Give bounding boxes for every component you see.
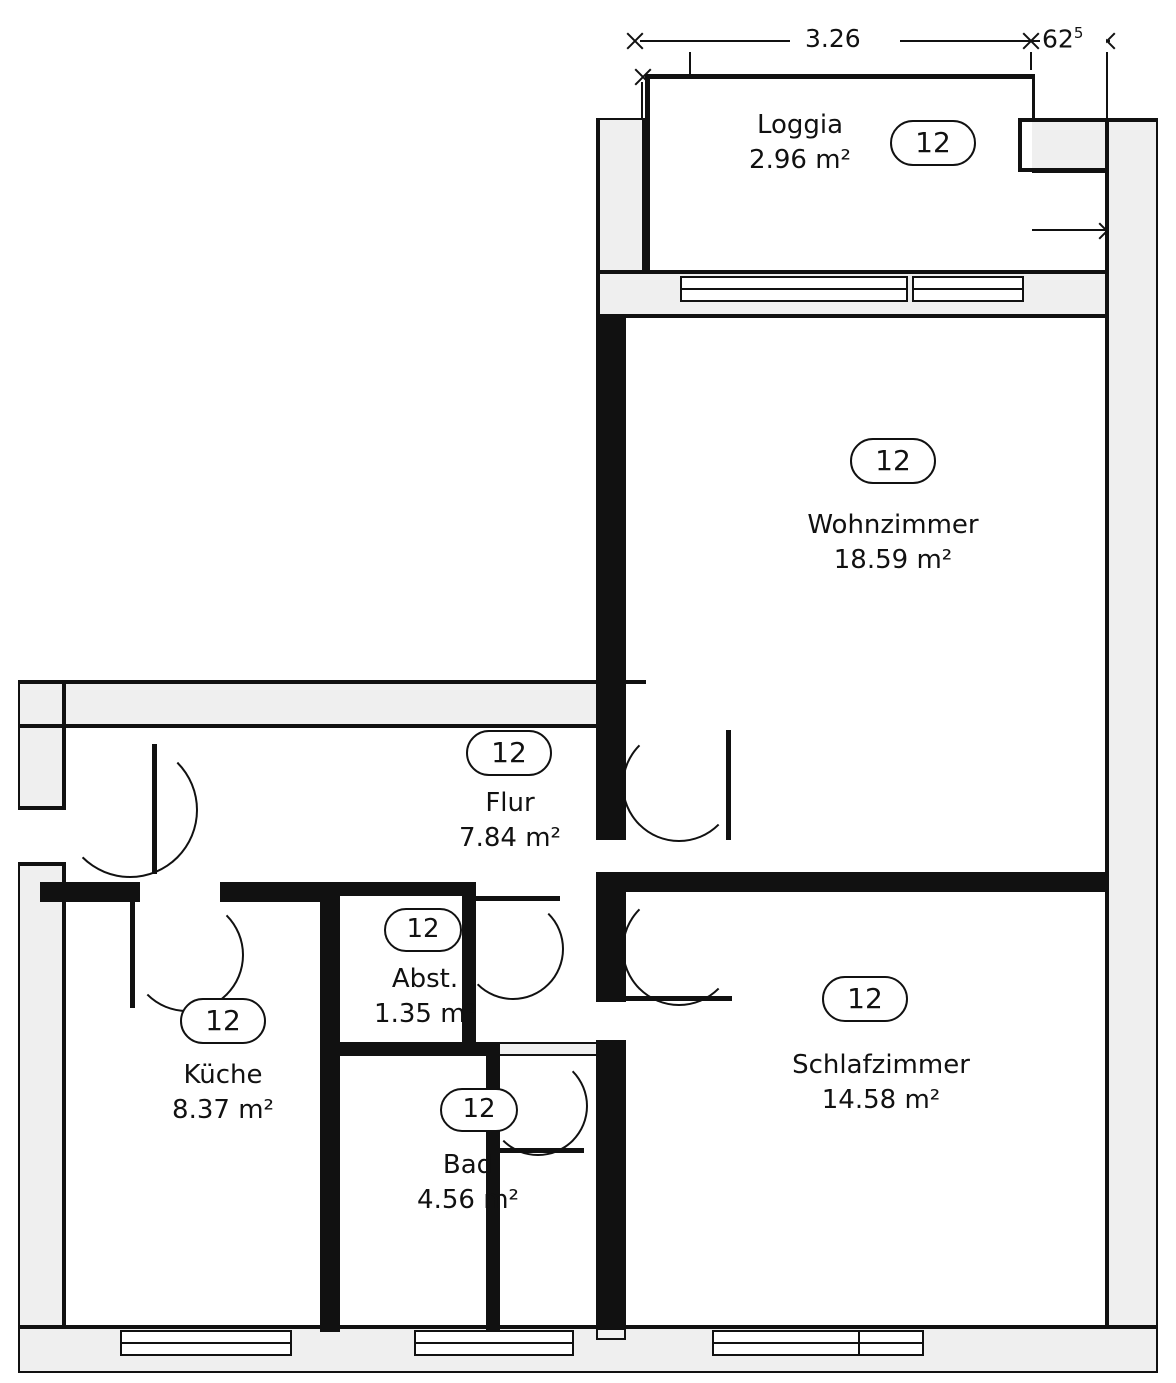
room-label-bad — [372, 1148, 564, 1218]
exterior-wall-top-left — [18, 680, 646, 728]
dimension-top-right: $62^5$ — [1042, 24, 1084, 54]
door-leaf-abst — [462, 896, 560, 901]
window-kueche — [120, 1330, 292, 1356]
watermark-text — [250, 440, 260, 475]
dimension-extension-line — [1030, 52, 1032, 70]
room-badge-schlafzimmer: 12 — [822, 976, 908, 1022]
room-label-kueche — [110, 1058, 336, 1128]
door-arc-schlafzimmer — [622, 892, 736, 1006]
window-loggia-living-2 — [912, 276, 1024, 302]
room-area-bad: 4.56 m² — [417, 1185, 519, 1215]
room-area-kueche: 8.37 m² — [172, 1095, 274, 1125]
room-area-schlafzimmer: 14.58 m² — [821, 1085, 941, 1115]
room-label-abst — [330, 962, 520, 1032]
exterior-wall-left-lower — [18, 862, 66, 1373]
room-badge-kueche: 12 — [180, 998, 266, 1044]
room-label-wohnzimmer — [738, 508, 1048, 578]
door-arc-entrance — [62, 742, 198, 878]
room-name-wohnzimmer: Wohnzimmer — [807, 510, 979, 540]
room-area-flur: 7.84 m² — [459, 823, 561, 853]
exterior-wall-right — [1105, 118, 1158, 1373]
room-label-flur — [400, 786, 620, 856]
door-leaf-wohnzimmer — [726, 730, 731, 840]
room-name-loggia: Loggia — [756, 110, 844, 140]
door-leaf-kueche — [130, 900, 135, 1008]
room-badge-loggia: 12 — [890, 120, 976, 166]
door-arc-kueche — [130, 898, 244, 1012]
room-label-loggia — [700, 108, 900, 178]
room-area-loggia: 2.96 m² — [749, 145, 851, 175]
room-name-abst: Abst. — [391, 964, 459, 994]
room-badge-wohnzimmer: 12 — [850, 438, 936, 484]
window-bad — [414, 1330, 574, 1356]
door-arc-wohnzimmer — [622, 728, 736, 842]
interior-wall-bad-top — [486, 1042, 598, 1056]
dimension-top-width: 3.26 — [805, 24, 861, 53]
window-loggia-living — [680, 276, 908, 302]
exterior-wall-left-entry — [18, 680, 66, 810]
room-name-schlafzimmer: Schlafzimmer — [792, 1050, 970, 1080]
room-name-flur: Flur — [485, 788, 535, 818]
room-badge-flur: 12 — [466, 730, 552, 776]
room-badge-abst: 12 — [384, 908, 462, 952]
window-schlafzimmer-2 — [858, 1330, 924, 1356]
window-schlafzimmer-1 — [712, 1330, 860, 1356]
room-name-kueche: Küche — [183, 1060, 263, 1090]
room-label-schlafzimmer — [718, 1048, 1044, 1118]
door-leaf-entrance — [152, 744, 157, 874]
room-area-wohnzimmer: 18.59 m² — [833, 545, 953, 575]
room-area-abst: 1.35 m² — [374, 999, 476, 1029]
room-badge-bad: 12 — [440, 1088, 518, 1132]
door-leaf-schlafzimmer — [622, 996, 732, 1001]
room-name-bad: Bad — [442, 1150, 494, 1180]
